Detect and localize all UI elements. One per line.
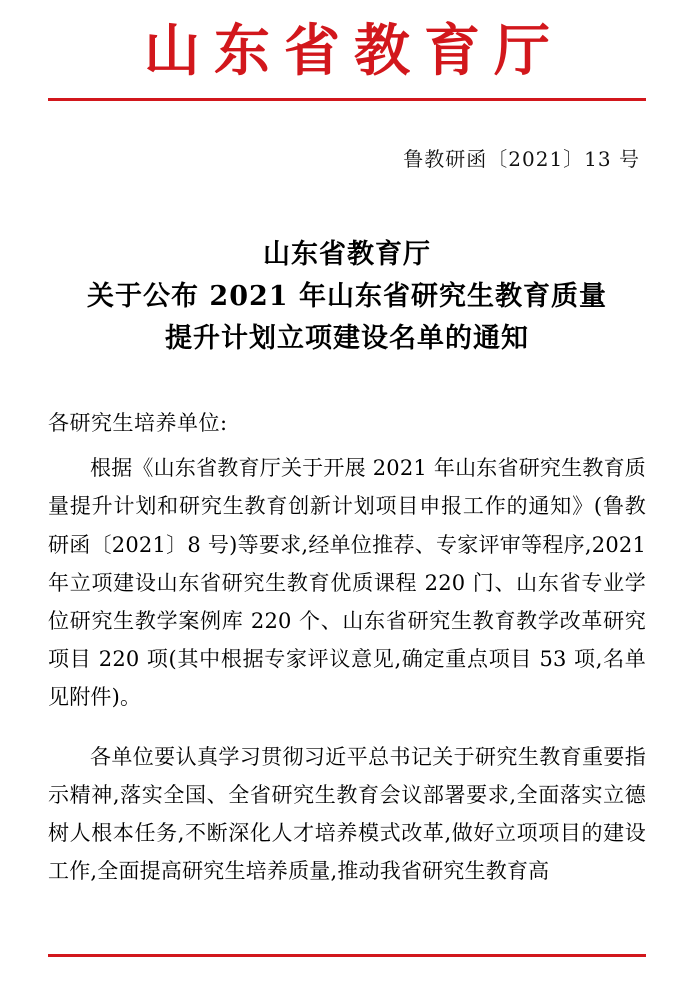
- document-number-row: [48, 143, 646, 172]
- title-line-3: 提升计划立项建设名单的通知: [165, 322, 529, 354]
- body-paragraph-2: 各单位要认真学习贯彻习近平总书记关于研究生教育重要指示精神,落实全国、全省研究生教育会议部署要求,全面落实立德树人根本任务,不断深化人才培养模式改革,做好立项项目的建设工作,全面提高研究生培养质量,推动我省研究生教育高: [48, 744, 646, 884]
- document-body: [48, 408, 646, 891]
- salutation: 各研究生培养单位:: [48, 410, 228, 435]
- document-number: 鲁教研函〔2021〕13 号: [403, 147, 640, 172]
- issuing-authority-title: 山东省教育厅: [144, 18, 564, 84]
- footer-divider-rule: [48, 954, 646, 957]
- title-line-2: 关于公布 2021 年山东省研究生教育质量: [87, 280, 607, 312]
- body-paragraph-1: 根据《山东省教育厅关于开展 2021 年山东省研究生教育质量提升计划和研究生教育创新计划项目申报工作的通知》(鲁教研函〔2021〕8 号)等要求,经单位推荐、专家评审等程序,2021 年立项建设山东省研究生教育优质课程 220 门、山东省专业学位研究生教学案例库 220 个、山东省研究生教育教学改革研究项目 220 项(其中根据专家评议意见,确定重点项目 53 项,名单见附件)。: [48, 456, 646, 710]
- masthead-divider-rule: [48, 98, 646, 101]
- title-line-1: 山东省教育厅: [263, 239, 431, 271]
- document-title: [48, 234, 646, 360]
- masthead: [48, 0, 646, 84]
